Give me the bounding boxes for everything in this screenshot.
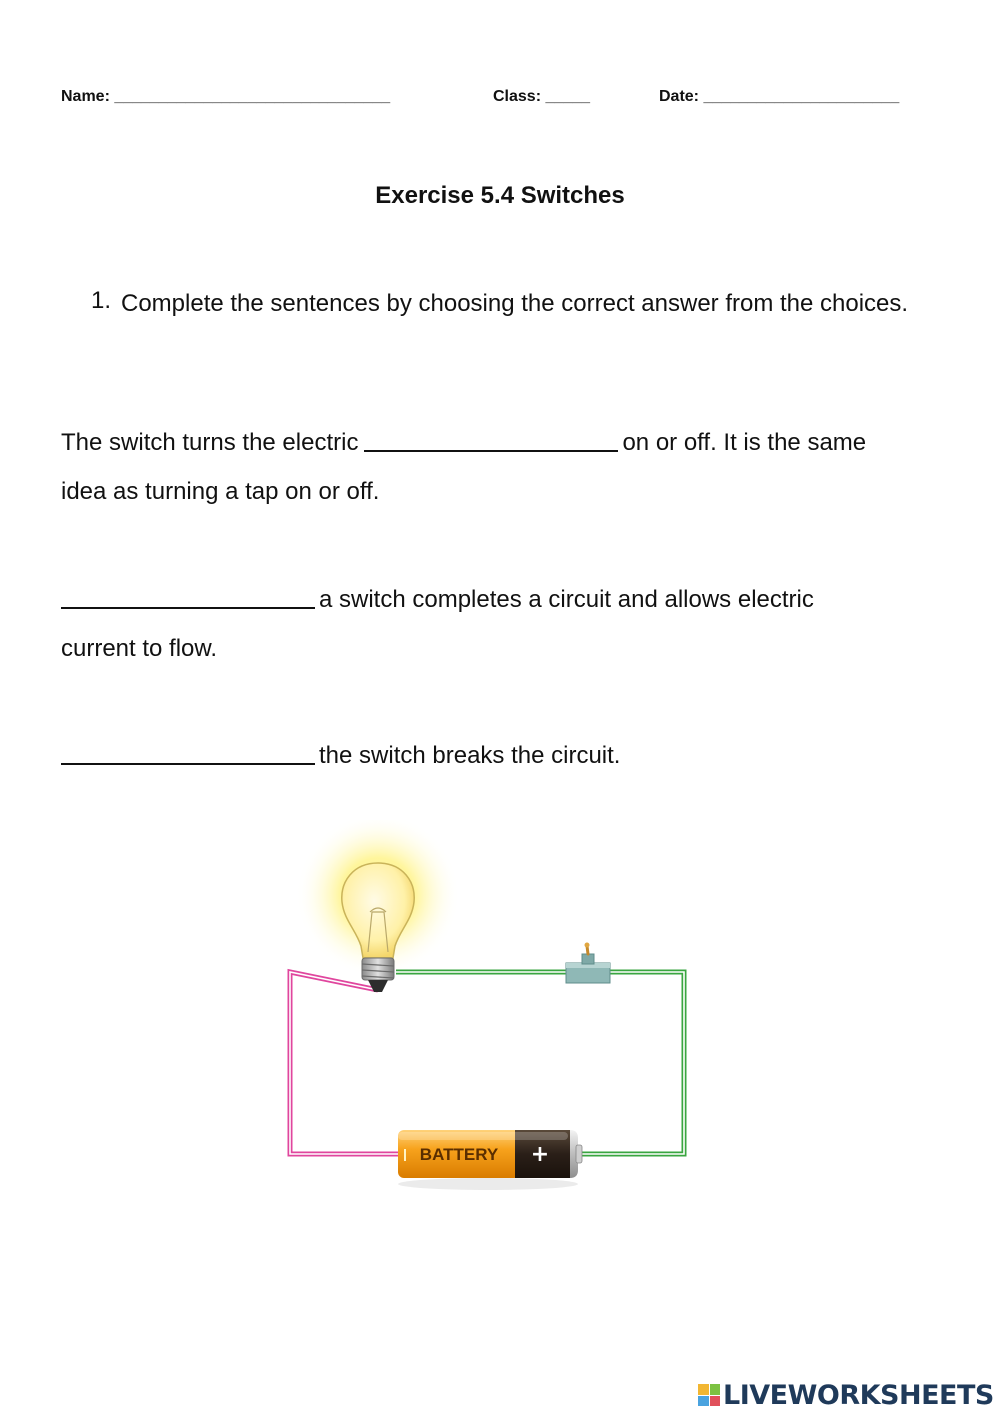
sentence-2-line-2: current to flow. xyxy=(61,635,218,662)
wire-pink xyxy=(290,972,402,1154)
page-title: Exercise 5.4 Switches xyxy=(375,182,625,209)
answer-blank-3[interactable] xyxy=(61,741,315,765)
sentence-1-line-2: idea as turning a tap on or off. xyxy=(61,478,380,505)
brand-text: LIVEWORKSHEETS xyxy=(723,1379,994,1411)
switch-icon xyxy=(566,943,610,984)
liveworksheets-mark-icon xyxy=(698,1384,720,1406)
battery-plus-label: + xyxy=(530,1142,550,1167)
sentence-3 xyxy=(61,739,620,770)
question-text: Complete the sentences by choosing the correct answer from the choices. xyxy=(121,290,909,317)
sentence-1-text-b: on or off. It is the same xyxy=(622,429,867,456)
circuit-diagram xyxy=(250,820,710,1200)
answer-blank-1[interactable] xyxy=(364,428,618,452)
class-field-label: Class: _____ xyxy=(493,88,590,105)
battery-icon xyxy=(398,1130,582,1190)
sentence-1 xyxy=(61,426,866,457)
sentence-1-text-a: The switch turns the electric xyxy=(61,429,359,456)
sentence-2-text: a switch completes a circuit and allows electric xyxy=(319,586,814,613)
sentence-2 xyxy=(61,583,814,614)
question-number: 1. xyxy=(91,287,112,314)
answer-blank-2[interactable] xyxy=(61,585,315,609)
name-field-label: Name: _______________________________ xyxy=(61,88,391,105)
wire-green xyxy=(396,972,684,1154)
date-field-label: Date: ______________________ xyxy=(659,88,900,105)
battery-label: BATTERY xyxy=(419,1145,499,1164)
liveworksheets-logo xyxy=(698,1378,994,1412)
sentence-3-text: the switch breaks the circuit. xyxy=(319,742,621,769)
battery-minus-mark xyxy=(404,1149,406,1161)
